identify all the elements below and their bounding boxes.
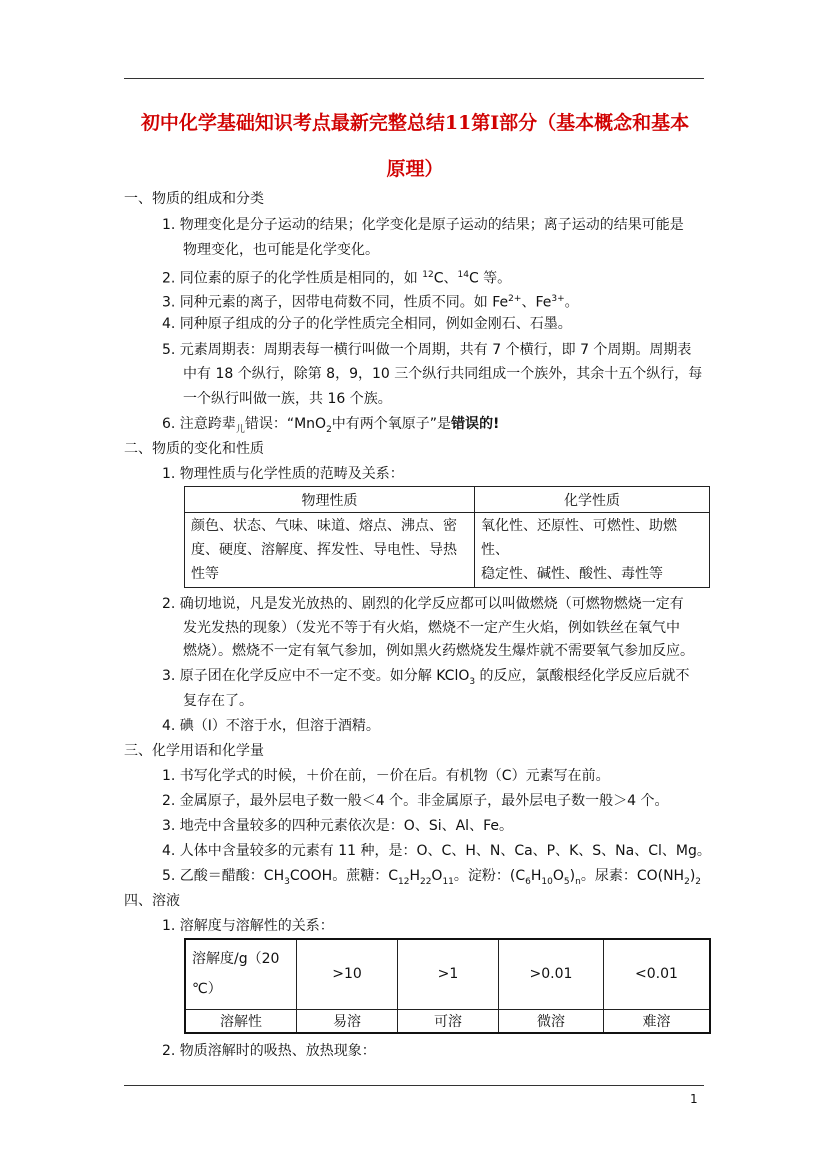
list-item: 2. 同位素的原子的化学性质是相同的，如 $^{12}$C、$^{14}$C 等。 [162, 270, 512, 287]
table-cell-solubility-label: 溶解度/g（20 ℃） [185, 939, 297, 1009]
list-item: 6. 注意跨辈$_儿$错误：“MnO$_2$中有两个氧原子”是错误的! [162, 416, 500, 435]
section-heading-1: 一、物质的组成和分类 [124, 191, 264, 207]
list-item: 4. 人体中含量较多的元素有 11 种，是：O、C、H、N、Ca、P、K、S、Na、Cl、Mg。 [162, 843, 711, 859]
table-cell: >10 [297, 939, 398, 1009]
table-cell: <0.01 [604, 939, 711, 1009]
list-item: 2. 物质溶解时的吸热、放热现象： [162, 1043, 376, 1059]
table-cell: >0.01 [499, 939, 604, 1009]
list-item-continuation: 物理变化，也可能是化学变化。 [183, 242, 379, 258]
list-item: 2. 金属原子，最外层电子数一般＜4 个。非金属原子，最外层电子数一般＞4 个。 [162, 793, 669, 809]
footer-rule [124, 1085, 704, 1086]
page-title [120, 100, 710, 192]
table-header-chemical: 化学性质 [475, 487, 710, 513]
list-item: 3. 原子团在化学反应中不一定不变。如分解 KClO$_3$ 的反应，氯酸根经化学反应后就不 [162, 668, 690, 687]
page-number: 1 [690, 1092, 698, 1106]
list-item: 5. 元素周期表：周期表每一横行叫做一个周期，共有 7 个横行，即 7 个周期。周期表 [162, 342, 692, 358]
section-heading-4: 四、溶液 [124, 893, 180, 909]
table-cell-chemical: 氧化性、还原性、可燃性、助燃性、 稳定性、碱性、酸性、毒性等 [475, 513, 710, 588]
list-item: 4. 碘（I）不溶于水，但溶于酒精。 [162, 718, 380, 734]
list-item-continuation: 中有 18 个纵行，除第 8，9，10 三个纵行共同组成一个族外，其余十五个纵行，每 [183, 366, 703, 382]
table-row [185, 1009, 710, 1033]
list-item: 4. 同种原子组成的分子的化学性质完全相同，例如金刚石、石墨。 [162, 316, 572, 332]
title-line-1: 初中化学基础知识考点最新完整总结11第Ⅰ部分（基本概念和基本 [140, 112, 690, 134]
table-cell: 易溶 [297, 1009, 398, 1033]
list-item: 2. 确切地说，凡是发光放热的、剧烈的化学反应都可以叫做燃烧（可燃物燃烧一定有 [162, 596, 684, 612]
list-item: 1. 书写化学式的时候，＋价在前，－价在后。有机物（C）元素写在前。 [162, 768, 610, 784]
table-cell: 难溶 [604, 1009, 711, 1033]
title-line-2: 原理） [386, 158, 444, 180]
table-cell-physical: 颜色、状态、气味、味道、熔点、沸点、密 度、硬度、溶解度、挥发性、导电性、导热 性等 [185, 513, 475, 588]
list-item-continuation: 发光发热的现象）（发光不等于有火焰，燃烧不一定产生火焰，例如铁丝在氧气中 [183, 620, 680, 636]
table-cell: 微溶 [499, 1009, 604, 1033]
section-heading-2: 二、物质的变化和性质 [124, 441, 264, 457]
table-row [185, 939, 710, 1009]
list-item: 1. 溶解度与溶解性的关系： [162, 918, 334, 934]
table-cell: 溶解性 [185, 1009, 297, 1033]
list-item-continuation: 燃烧）。燃烧不一定有氧气参加，例如黑火药燃烧发生爆炸就不需要氧气参加反应。 [183, 643, 694, 659]
list-item: 1. 物理性质与化学性质的范畴及关系： [162, 466, 404, 482]
list-item: 3. 地壳中含量较多的四种元素依次是：O、Si、Al、Fe。 [162, 818, 513, 834]
list-item-continuation: 一个纵行叫做一族，共 16 个族。 [183, 391, 392, 407]
table-header-physical: 物理性质 [185, 487, 475, 513]
table-cell: 可溶 [398, 1009, 499, 1033]
list-item-continuation: 复存在了。 [183, 693, 253, 709]
solubility-table [184, 938, 711, 1034]
table-header-row [185, 487, 710, 513]
header-rule [124, 78, 704, 79]
list-item: 3. 同种元素的离子，因带电荷数不同，性质不同。如 $Fe^{2+}$、$Fe^{3+}$。 [162, 294, 579, 311]
table-cell: >1 [398, 939, 499, 1009]
table-row [185, 513, 710, 588]
section-heading-3: 三、化学用语和化学量 [124, 743, 264, 759]
list-item: 5. 乙酸＝醋酸：$CH_3COOH$。蔗糖：$C_{12}H_{22}O_{11}$。淀粉：$(C_6H_{10}O_5)_n$。尿素：$CO(NH_2)_2$ [162, 868, 702, 887]
properties-table [184, 486, 710, 588]
list-item: 1. 物理变化是分子运动的结果；化学变化是原子运动的结果；离子运动的结果可能是 [162, 217, 684, 233]
